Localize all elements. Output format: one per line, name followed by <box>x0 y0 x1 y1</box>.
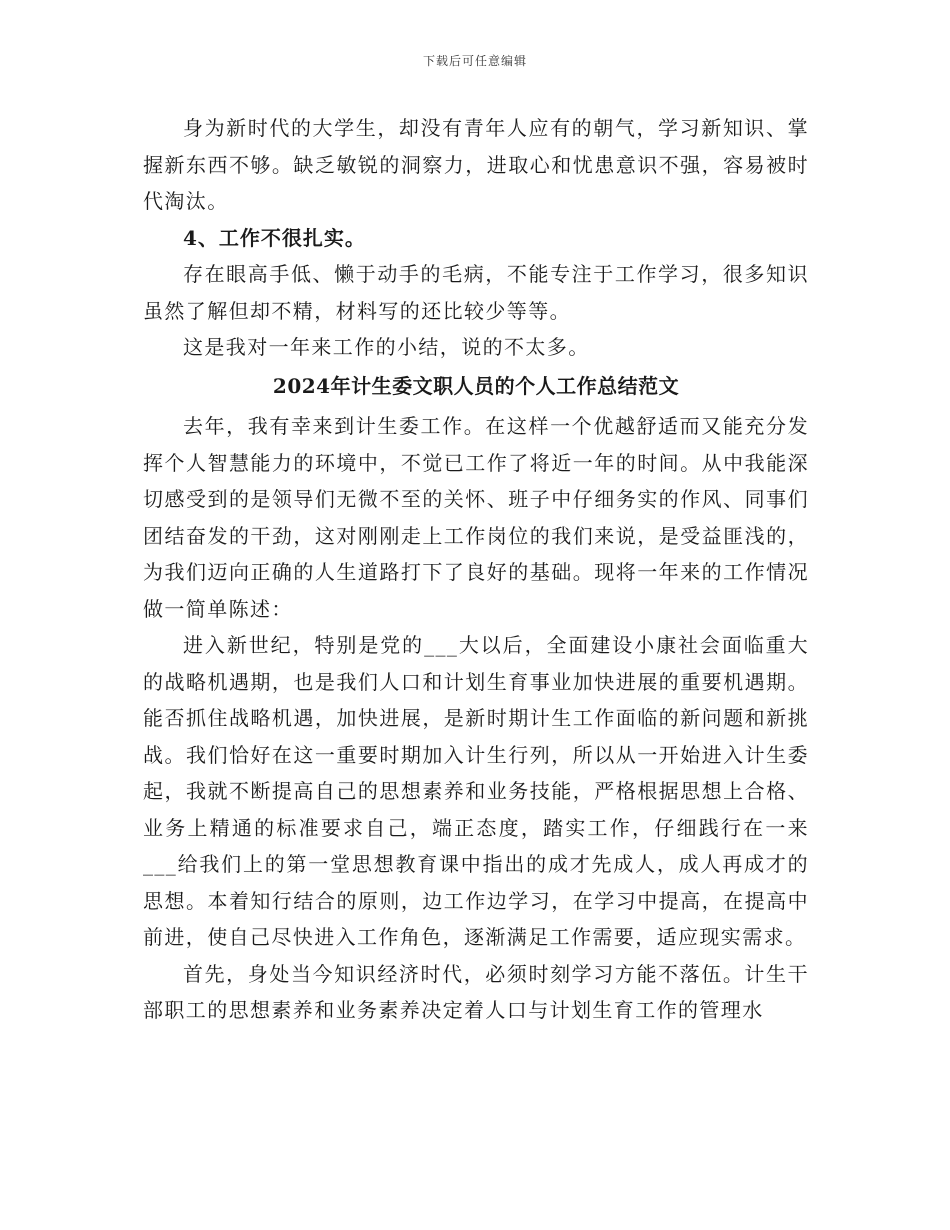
paragraph-new-century: 进入新世纪，特别是党的___大以后，全面建设小康社会面临重大的战略机遇期，也是我们人口和计划生育事业加快进展的重要机遇期。能否抓住战略机遇，加快进展，是新时期计生工作面临的新问题和新挑战。我们恰好在这一重要时期加入计生行列，所以从一开始进入计生委起，我就不断提高自己的思想素养和业务技能，严格根据思想上合格、业务上精通的标准要求自己，端正态度，踏实工作，仔细践行在一来___给我们上的第一堂思想教育课中指出的成才先成人，成人再成才的思想。本着知行结合的原则，边工作边学习，在学习中提高，在提高中前进，使自己尽快进入工作角色，逐渐满足工作需要，适应现实需求。 <box>143 633 809 949</box>
subheading-work-not-solid: 4、工作不很扎实。 <box>183 225 366 250</box>
section-title: 2024年计生委文职人员的个人工作总结范文 <box>272 373 680 398</box>
page-header-note: 下载后可任意编辑 <box>422 54 527 68</box>
paragraph-youth-shortcomings: 身为新时代的大学生，却没有青年人应有的朝气，学习新知识、掌握新东西不够。缺乏敏锐的洞察力，进取心和忧患意识不强，容易被时代淘汰。 <box>143 116 809 213</box>
document-body <box>143 110 809 1029</box>
paragraph-summary-close: 这是我对一年来工作的小结，说的不太多。 <box>183 335 590 359</box>
paragraph-intro: 去年，我有幸来到计生委工作。在这样一个优越舒适而又能充分发挥个人智慧能力的环境中，不觉已工作了将近一年的时间。从中我能深切感受到的是领导们无微不至的关怀、班子中仔细务实的作风、同事们团结奋发的干劲，这对刚刚走上工作岗位的我们来说，是受益匪浅的，为我们迈向正确的人生道路打下了良好的基础。现将一年来的工作情况做一简单陈述： <box>143 414 809 621</box>
paragraph-work-issues: 存在眼高手低、懒于动手的毛病，不能专注于工作学习，很多知识虽然了解但却不精，材料写的还比较少等等。 <box>143 262 809 323</box>
paragraph-first-point: 首先，身处当今知识经济时代，必须时刻学习方能不落伍。计生干部职工的思想素养和业务素养决定着人口与计划生育工作的管理水 <box>143 961 809 1022</box>
